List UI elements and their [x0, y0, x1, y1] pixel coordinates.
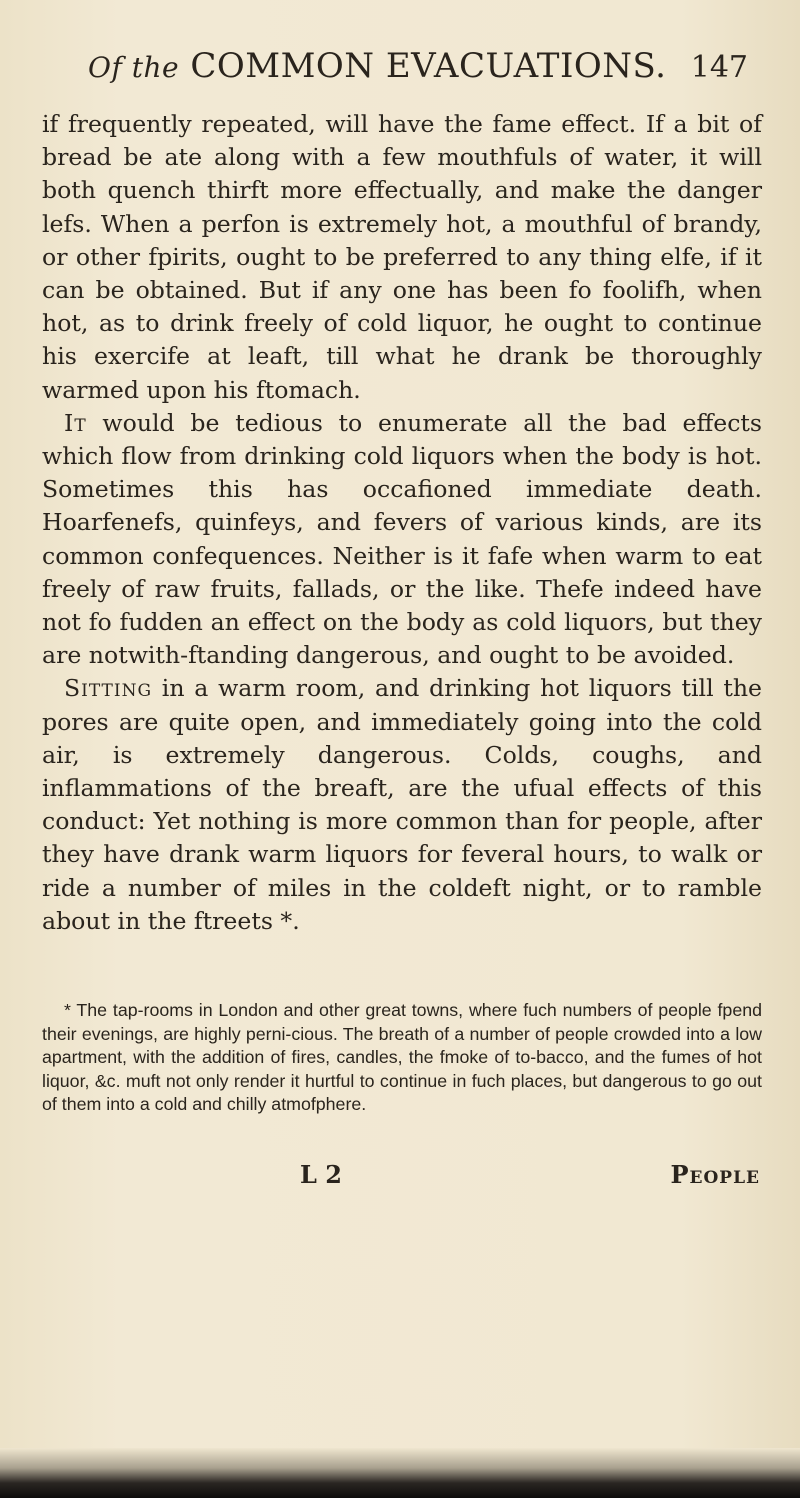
- page-footer: [300, 1160, 760, 1192]
- paragraph: [42, 407, 762, 673]
- footnote: [42, 999, 762, 1117]
- running-title-main: COMMON EVACUATIONS.: [190, 46, 667, 86]
- page-bottom-edge: [0, 1448, 800, 1498]
- page-header: [88, 46, 748, 90]
- paragraph-text: would be tedious to enumerate all the bad effects which flow from drinking cold liquors when the body is hot. Sometimes this has occafioned immediate death. Hoarfenefs, quinfeys, and fevers of various kinds, are its common confequences. Neither is it fafe when warm to eat freely of raw fruits, fallads, or the like. Thefe indeed have not fo fudden an effect on the body as cold liquors, but they are notwith-ftanding dangerous, and ought to be avoided.: [42, 408, 762, 670]
- paragraph: [42, 672, 762, 938]
- paragraph-text: if frequently repeated, will have the fame effect. If a bit of bread be ate along with a few mouthfuls of water, it will both quench thirft more effectually, and make the danger lefs. When a perfon is extremely hot, a mouthful of brandy, or other fpirits, ought to be preferred to any thing elfe, if it can be obtained. But if any one has been fo foolifh, when hot, as to drink freely of cold liquor, he ought to continue his exercife at leaft, till what he drank be thoroughly warmed upon his ftomach.: [42, 110, 762, 404]
- catchword: People: [670, 1160, 760, 1189]
- running-title-prefix: Of the: [88, 51, 180, 84]
- page-number: 147: [690, 50, 748, 85]
- paragraph: [42, 108, 762, 407]
- paragraph-lead: It: [64, 408, 87, 437]
- signature-mark: L 2: [300, 1160, 342, 1189]
- footnote-text: * The tap-rooms in London and other great towns, where fuch numbers of people fpend their evenings, are highly perni-cious. The breath of a number of people crowded into a low apartment, with the addition of fires, candles, the fmoke of to-bacco, and the fumes of hot liquor, &c. muft not only render it hurtful to continue in fuch places, but dangerous to go out of them into a cold and chilly atmofphere.: [42, 1000, 762, 1115]
- paragraph-text: in a warm room, and drinking hot liquors till the pores are quite open, and immediately going into the cold air, is extremely dangerous. Colds, coughs, and inflammations of the breaft, are the ufual effects of this conduct: Yet nothing is more common than for people, after they have drank warm liquors for feveral hours, to walk or ride a number of miles in the coldeft night, or to ramble about in the ftreets *.: [42, 674, 762, 935]
- paragraph-lead: Sitting: [64, 674, 153, 703]
- body-text: [42, 108, 762, 938]
- running-title: [88, 46, 666, 86]
